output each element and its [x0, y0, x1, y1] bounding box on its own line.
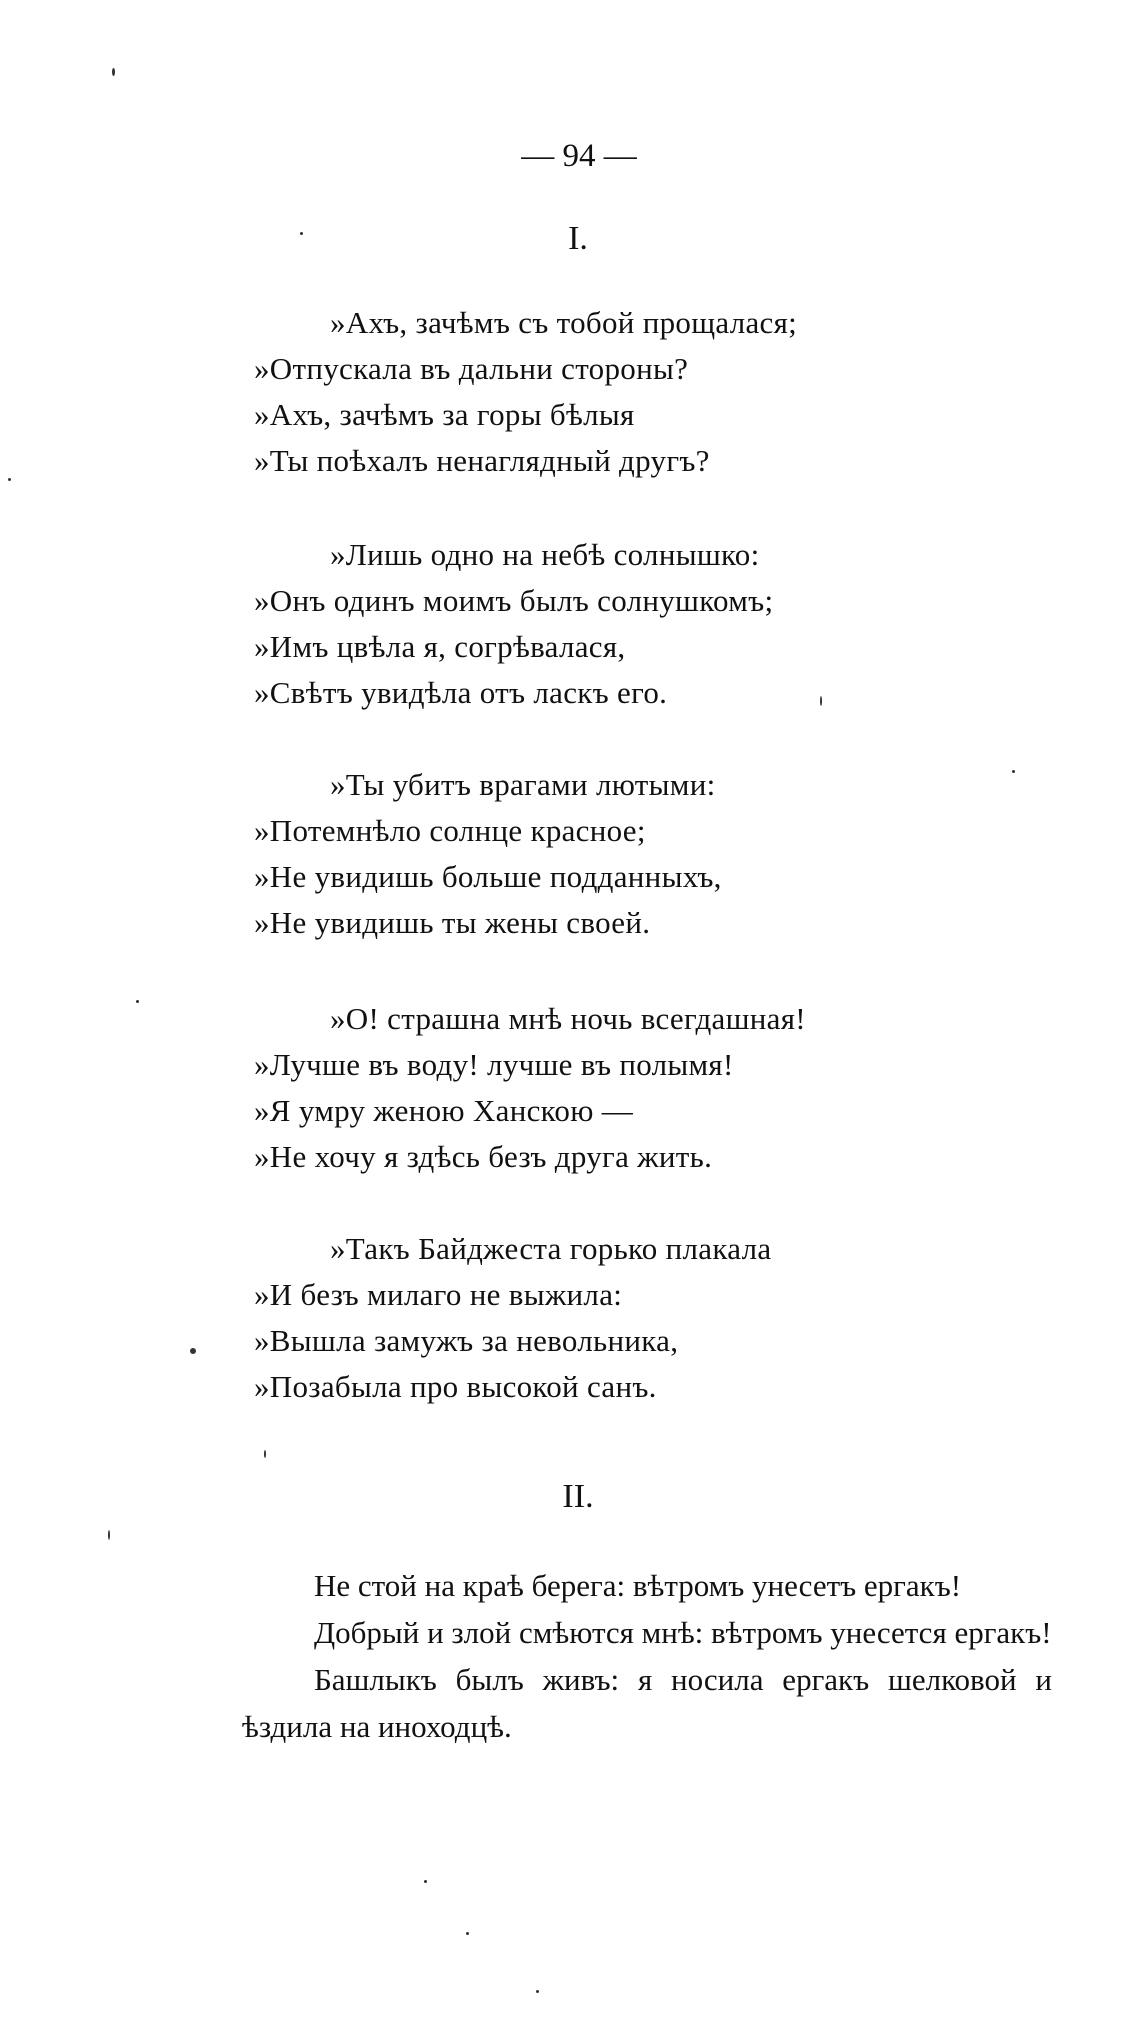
prose-paragraph: Не стой на краѣ берега: вѣтромъ унесетъ ергакъ! [314, 1568, 962, 1603]
stanza-3 [254, 762, 974, 946]
paper-speck [466, 1932, 469, 1935]
paper-speck [112, 68, 115, 76]
paper-speck [536, 1990, 539, 1993]
section-heading-1: I. [568, 220, 588, 257]
stanza-4 [254, 996, 974, 1180]
paper-speck [424, 1880, 427, 1883]
paper-speck [136, 1000, 139, 1003]
stanza-1 [254, 300, 974, 484]
verse-line: »Ты убитъ врагами лютыми: [330, 767, 716, 802]
paper-speck [8, 478, 11, 481]
verse-line: »Лишь одно на небѣ солнышко: [330, 537, 760, 572]
paper-speck [108, 1530, 110, 1540]
paper-speck [190, 1348, 196, 1354]
paper-speck [300, 232, 303, 235]
verse-line: »И безъ милаго не выжила: [254, 1277, 623, 1312]
verse-line: »Позабыла про высокой санъ. [254, 1369, 657, 1404]
verse-line: »Не хочу я здѣсь безъ друга жить. [254, 1139, 713, 1174]
verse-line: »Ахъ, зачѣмъ съ тобой прощалася; [330, 305, 798, 340]
verse-line: »Вышла замужъ за невольника, [254, 1323, 679, 1358]
verse-line: »Свѣтъ увидѣла отъ ласкъ его. [254, 675, 668, 710]
prose-paragraph: Добрый и злой смѣются мнѣ: вѣтромъ унесется ергакъ! [314, 1615, 1052, 1650]
prose-paragraph: Башлыкъ былъ живъ: я носила ергакъ шелковой и ѣздила на иноходцѣ. [242, 1662, 1052, 1744]
verse-line: »Такъ Байджеста горько плакала [330, 1231, 772, 1266]
verse-line: »Онъ одинъ моимъ былъ солнушкомъ; [254, 583, 774, 618]
page-number: — 94 — [521, 138, 637, 174]
verse-line: »О! страшна мнѣ ночь всегдашная! [330, 1001, 806, 1036]
paper-speck [264, 1450, 266, 1458]
verse-line: »Потемнѣло солнце красное; [254, 813, 646, 848]
verse-line: »Ахъ, зачѣмъ за горы бѣлыя [254, 397, 635, 432]
verse-line: »Ты поѣхалъ ненаглядный другъ? [254, 443, 710, 478]
verse-line: »Отпускала въ дальни стороны? [254, 351, 689, 386]
verse-line: »Имъ цвѣла я, согрѣвалася, [254, 629, 626, 664]
verse-line: »Лучше въ воду! лучше въ полымя! [254, 1047, 734, 1082]
stanza-5 [254, 1226, 974, 1410]
verse-line: »Я умру женою Ханскою — [254, 1093, 634, 1128]
stanza-2 [254, 532, 974, 716]
prose-block [242, 1562, 1052, 1750]
verse-line: »Не увидишь ты жены своей. [254, 905, 651, 940]
verse-line: »Не увидишь больше подданныхъ, [254, 859, 722, 894]
paper-speck [820, 696, 822, 706]
section-heading-2: II. [562, 1478, 594, 1515]
paper-speck [1012, 770, 1015, 773]
